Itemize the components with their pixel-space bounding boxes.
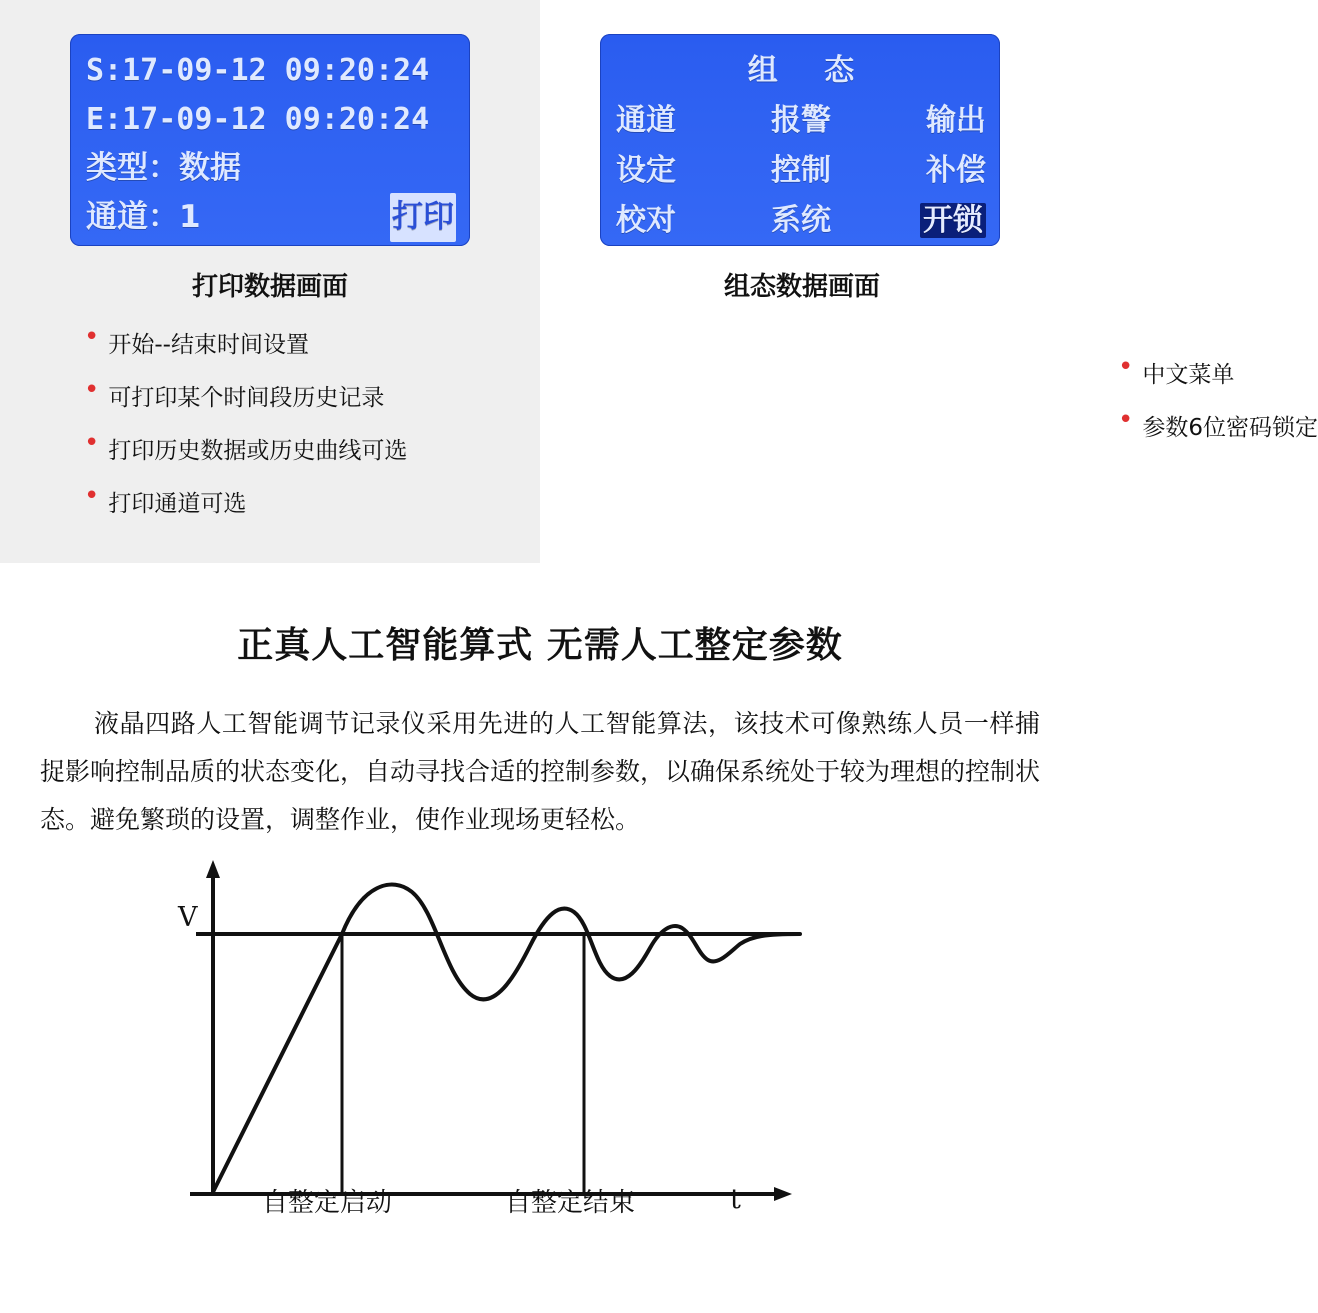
menu-item-channel[interactable]: 通道 xyxy=(616,103,676,138)
list-item xyxy=(84,428,408,465)
list-item xyxy=(84,481,407,518)
menu-item-unlock[interactable] xyxy=(863,196,986,246)
y-axis-label: V xyxy=(178,902,198,933)
list-item xyxy=(84,322,407,359)
bullet-dot-icon: • xyxy=(84,322,100,352)
list-item-label: 可打印某个时间段历史记录 xyxy=(108,385,385,411)
type-value: 数据 xyxy=(179,150,241,186)
bullet-dot-icon: • xyxy=(1118,352,1134,382)
lcd-menu-row-2 xyxy=(616,146,986,196)
marker-label-end: 自整定结束 xyxy=(505,1188,636,1218)
marker-label-start: 自整定启动 xyxy=(262,1188,393,1218)
menu-item-compensation[interactable]: 补偿 xyxy=(925,153,986,188)
list-item xyxy=(1118,405,1318,442)
channel-number: 1 xyxy=(179,199,201,235)
list-item-label: 打印通道可选 xyxy=(108,491,247,517)
end-time-label: E: xyxy=(86,102,123,137)
menu-item-calibration[interactable]: 校对 xyxy=(616,203,676,238)
body-paragraph: 液晶四路人工智能调节记录仪采用先进的人工智能算法，该技术可像熟练人员一样捕捉影响控制品质的状态变化，自动寻找合适的控制参数，以确保系统处于较为理想的控制状态。避免繁琐的设置，调整作业，使作业现场更轻松。 xyxy=(40,709,1041,834)
tuning-curve-diagram xyxy=(0,854,1080,1254)
x-axis-label: t xyxy=(730,1184,741,1215)
list-item-label: 开始--结束时间设置 xyxy=(108,332,309,358)
list-item xyxy=(1118,352,1318,389)
list-item-label: 参数6位密码锁定 xyxy=(1142,415,1318,441)
menu-item-unlock-label: 开锁 xyxy=(920,203,986,238)
right-panel xyxy=(540,0,1318,563)
right-bullet-list xyxy=(1118,352,1318,462)
menu-item-output[interactable]: 输出 xyxy=(925,103,986,138)
channel-field xyxy=(86,193,201,242)
left-panel xyxy=(0,0,540,563)
bullet-dot-icon: • xyxy=(1118,405,1134,435)
list-item-label: 中文菜单 xyxy=(1142,362,1235,388)
lcd-menu-row-1 xyxy=(616,96,986,146)
lcd-title: 组 态 xyxy=(747,53,873,88)
panel-divider xyxy=(540,0,541,563)
bullet-dot-icon: • xyxy=(84,481,100,511)
bullet-dot-icon: • xyxy=(84,375,100,405)
config-data-lcd-screen xyxy=(600,34,1000,246)
top-panel xyxy=(0,0,1318,563)
print-data-lcd-screen xyxy=(70,34,470,246)
list-item-label: 打印历史数据或历史曲线可选 xyxy=(108,438,408,464)
end-time-value: 17-09-12 09:20:24 xyxy=(122,102,430,137)
left-caption: 打印数据画面 xyxy=(191,272,348,302)
list-item xyxy=(84,375,407,412)
lcd-line-start-time xyxy=(86,46,456,95)
lcd-line-end-time xyxy=(86,95,456,144)
lcd-line-channel xyxy=(86,193,456,242)
right-caption: 组态数据画面 xyxy=(723,272,880,302)
bullet-dot-icon: • xyxy=(84,428,100,458)
left-bullet-list xyxy=(84,322,408,538)
bottom-section xyxy=(0,617,1080,1254)
channel-label: 通道： xyxy=(86,199,179,235)
menu-item-control[interactable]: 控制 xyxy=(770,153,831,188)
menu-item-system[interactable]: 系统 xyxy=(770,203,831,238)
menu-item-alarm[interactable]: 报警 xyxy=(770,103,831,138)
lcd-line-type xyxy=(86,144,456,193)
lcd-menu-row-3 xyxy=(616,196,986,246)
page-title: 正真人工智能算式 无需人工整定参数 xyxy=(237,625,843,666)
print-button[interactable]: 打印 xyxy=(390,193,456,242)
start-time-value: 17-09-12 09:20:24 xyxy=(122,53,430,88)
type-label: 类型： xyxy=(86,150,179,186)
start-time-label: S: xyxy=(86,53,123,88)
menu-item-setpoint[interactable]: 设定 xyxy=(616,153,676,188)
